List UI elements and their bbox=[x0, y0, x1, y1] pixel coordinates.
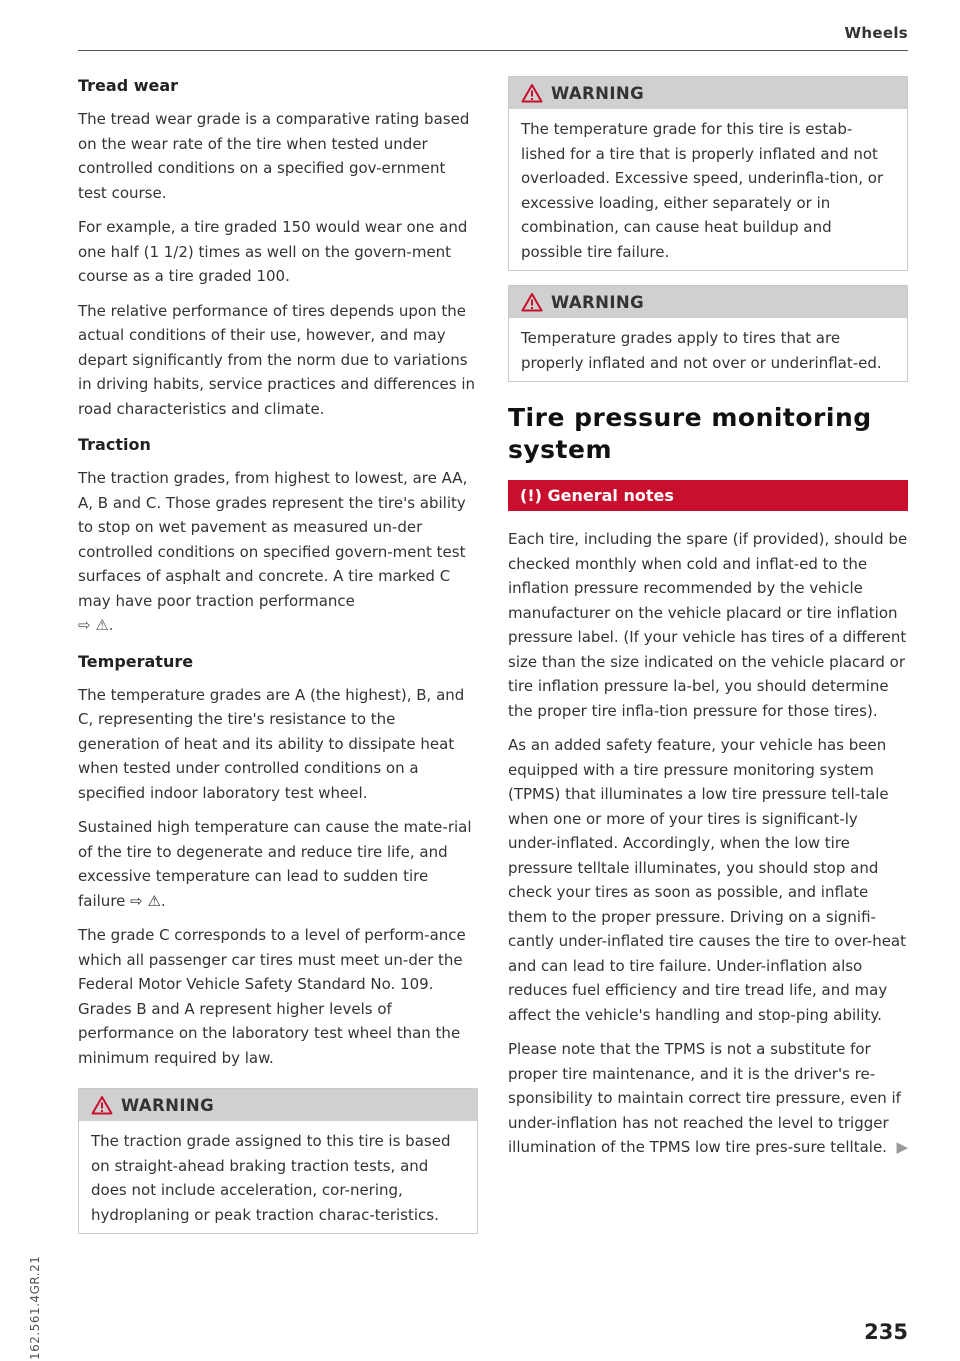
tread-wear-paragraph-2: For example, a tire graded 150 would wear one and one half (1 1/2) times as well on the govern-ment course as a tire graded 100. bbox=[78, 218, 468, 285]
general-notes-banner: (!) General notes bbox=[508, 480, 908, 511]
tread-wear-paragraph-1: The tread wear grade is a comparative rating based on the wear rate of the tire when tested under controlled conditions on a specified gov-ernment test course. bbox=[78, 110, 470, 202]
traction-heading: Traction bbox=[78, 435, 151, 454]
warning-text: Temperature grades apply to tires that are properly inflated and not over or underinflat-ed. bbox=[521, 329, 882, 372]
tpms-paragraph-3-text: Please note that the TPMS is not a substitute for proper tire maintenance, and it is the driver's re-sponsibility to maintain correct tire pressure, even if under-inflation has not reached the level to trigger illumination of the TPMS low tire pres-sure telltale. bbox=[508, 1040, 901, 1156]
document-code: 162.561.4GR.21 bbox=[28, 1255, 42, 1360]
page-number: 235 bbox=[864, 1320, 908, 1344]
grades-warning-box bbox=[508, 285, 908, 382]
right-column bbox=[508, 76, 908, 1170]
warning-header bbox=[79, 1089, 477, 1121]
tpms-paragraph-2: As an added safety feature, your vehicle has been equipped with a tire pressure monitoring system (TPMS) that illuminates a low tire pressure tell-tale when one or more of your tires is significant-ly under-inflated. Accordingly, when the low tire pressure telltale illuminates, you should stop and check your tires as soon as possible, and inflate them to the proper pressure. Driving on a signifi-cantly under-inflated tire causes the tire to over-heat and can lead to tire failure. Under-inflation also reduces fuel efficiency and tire tread life, and may affect the vehicle's handling and stop-ping ability. bbox=[508, 736, 906, 1024]
warning-label: WARNING bbox=[121, 1095, 215, 1115]
warning-body bbox=[509, 109, 907, 270]
warning-body bbox=[509, 318, 907, 381]
tpms-paragraph-1: Each tire, including the spare (if provided), should be checked monthly when cold and inflat-ed to the inflation pressure recommended by the vehicle manufacturer on the vehicle placard or tire inflation pressure label. (If your vehicle has tires of a different size than the size indicated on the vehicle placard or tire inflation pressure la-bel, you should determine the proper tire infla-tion pressure for those tires). bbox=[508, 530, 908, 720]
warning-triangle-icon bbox=[91, 1095, 113, 1115]
temperature-warning-box bbox=[508, 76, 908, 271]
warning-header bbox=[509, 77, 907, 109]
tpms-paragraph-3 bbox=[508, 1037, 908, 1160]
continue-arrow-icon: ▶ bbox=[896, 1138, 908, 1156]
warning-header bbox=[509, 286, 907, 318]
section-title: Wheels bbox=[844, 24, 908, 42]
traction-warning-box bbox=[78, 1088, 478, 1234]
warning-body bbox=[79, 1121, 477, 1233]
warning-label: WARNING bbox=[551, 292, 645, 312]
warning-triangle-icon bbox=[521, 292, 543, 312]
temperature-paragraph-2: Sustained high temperature can cause the mate-rial of the tire to degenerate and reduce tire life, and excessive temperature can lead to sudden tire failure ⇨ ⚠. bbox=[78, 818, 472, 910]
traction-text: The traction grades, from highest to lowest, are AA, A, B and C. Those grades represent the tire's ability to stop on wet pavement as measured un-der controlled conditions on specified govern-ment test surfaces of asphalt and concrete. A tire marked C may have poor traction performance bbox=[78, 469, 468, 610]
traction-paragraph bbox=[78, 466, 478, 638]
tread-wear-heading: Tread wear bbox=[78, 76, 179, 95]
tread-wear-paragraph-3: The relative performance of tires depends upon the actual conditions of their use, however, and may depart significantly from the norm due to variations in driving habits, service practices and differences in road characteristics and climate. bbox=[78, 301, 476, 418]
temperature-paragraph-1: The temperature grades are A (the highest), B, and C, representing the tire's resistance to the generation of heat and its ability to dissipate heat when tested under controlled conditions on a specified indoor laboratory test wheel. bbox=[78, 685, 465, 802]
traction-warning-ref[interactable]: ⇨ ⚠. bbox=[78, 616, 114, 634]
warning-label: WARNING bbox=[551, 83, 645, 103]
temperature-paragraph-3: The grade C corresponds to a level of perform-ance which all passenger car tires must meet un-der the Federal Motor Vehicle Safety Standard No. 109. Grades B and A represent higher levels of performance on the laboratory test wheel than the minimum required by law. bbox=[78, 926, 466, 1067]
warning-text: The temperature grade for this tire is estab-lished for a tire that is properly inflated and not overloaded. Excessive speed, underinfla-tion, or excessive loading, either separately or in combination, can cause heat buildup and possible tire failure. bbox=[521, 120, 884, 261]
header-rule bbox=[78, 50, 908, 51]
chapter-title: Tire pressure monitoring system bbox=[508, 403, 872, 464]
left-column bbox=[78, 70, 478, 1248]
temperature-heading: Temperature bbox=[78, 651, 194, 671]
warning-text: The traction grade assigned to this tire is based on straight-ahead braking traction tests, and does not include acceleration, cor-nering, hydroplaning or peak traction charac-teristics. bbox=[91, 1132, 451, 1224]
warning-triangle-icon bbox=[521, 83, 543, 103]
